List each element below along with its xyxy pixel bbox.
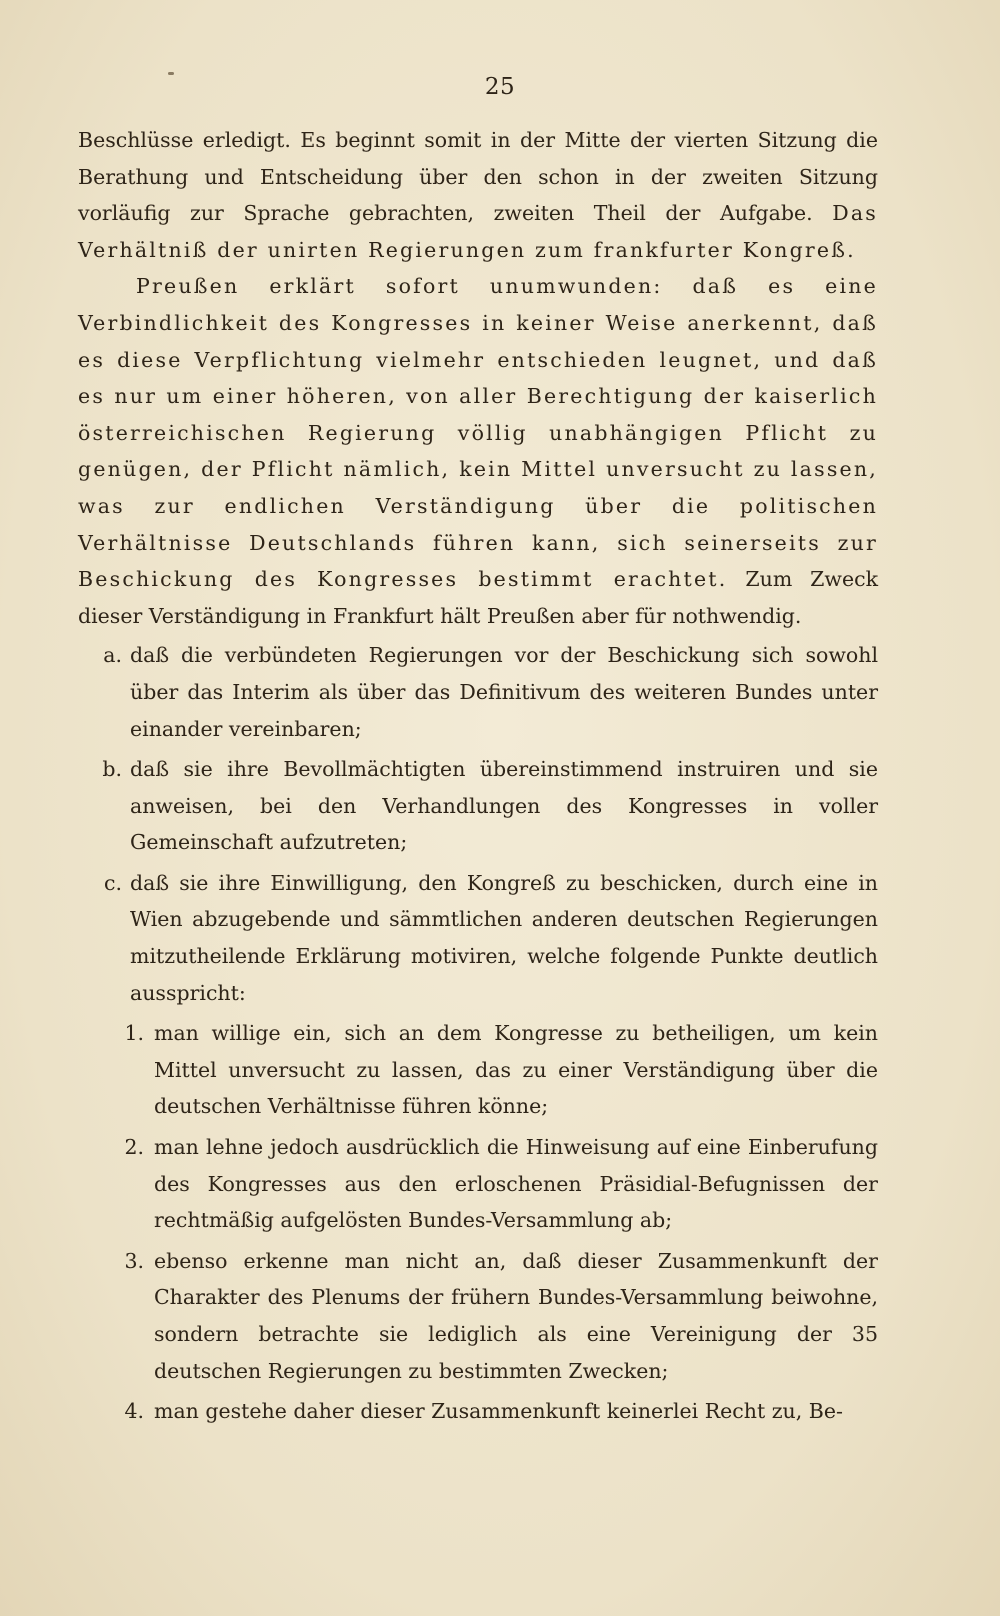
item-label: b. (102, 757, 122, 782)
item-number: 1. (124, 1021, 144, 1046)
page-number: 25 (484, 74, 516, 100)
numbered-item (112, 1393, 878, 1430)
item-text: ebenso erkenne man nicht an, daß dieser Zusammenkunft der Charakter des Plenums der frühern Bundes-Versammlung beiwohne, sondern betrachte sie lediglich als eine Vereinigung der 35 deutschen Regierungen zu bestimmten Zwecken; (154, 1248, 878, 1383)
numbered-item (112, 1015, 878, 1125)
item-number: 3. (124, 1248, 144, 1273)
item-text: man gestehe daher dieser Zusammenkunft keinerlei Recht zu, Be- (154, 1399, 843, 1424)
list-item (78, 751, 878, 861)
item-number: 4. (124, 1399, 144, 1424)
item-text: daß sie ihre Einwilligung, den Kongreß zu beschicken, durch eine in Wien abzugebende und sämmtlichen anderen deutschen Regierungen mitzutheilende Erklärung motiviren, welche folgende Punkte deutlich ausspricht: (130, 870, 878, 1005)
intro-text: Beschlüsse erledigt. Es beginnt somit in der Mitte der vierten Sitzung die Berathung und Entscheidung über den schon in der zweiten Sitzung vorläufig zur Sprache gebrachten, zweiten Theil der Aufgabe. (78, 128, 878, 226)
page-body (78, 122, 878, 1434)
list-item (78, 865, 878, 1011)
intro-paragraph (78, 122, 878, 268)
item-label: c. (104, 870, 122, 895)
prussia-paragraph (78, 268, 878, 634)
item-text: man lehne jedoch ausdrücklich die Hinweisung auf eine Einberufung des Kongresses aus den erloschenen Präsidial-Befugnissen der rechtmäßig aufgelösten Bundes-Versammlung ab; (154, 1135, 878, 1233)
item-label: a. (103, 643, 122, 668)
section-heading: Das Verhältniß der unirten Regierungen zum frankfurter Kongreß. (78, 201, 878, 262)
item-number: 2. (124, 1135, 144, 1160)
item-text: man willige ein, sich an dem Kongresse zu betheiligen, um kein Mittel unversucht zu lassen, das zu einer Verständigung über die deutschen Verhältnisse führen könne; (154, 1021, 878, 1119)
numbered-item (112, 1243, 878, 1389)
prussia-conclusion: Zum Zweck dieser Verständigung in Frankfurt hält Preußen aber für nothwendig. (78, 567, 878, 628)
item-text: daß die verbündeten Regierungen vor der Beschickung sich sowohl über das Interim als über das Definitivum des weiteren Bundes unter einander vereinbaren; (130, 643, 878, 741)
numbered-item (112, 1129, 878, 1239)
list-item (78, 637, 878, 747)
item-text: daß sie ihre Bevollmächtigten übereinstimmend instruiren und sie anweisen, bei den Verhandlungen des Kongresses in voller Gemeinschaft aufzutreten; (130, 757, 878, 855)
prussia-declaration: Preußen erklärt sofort unumwunden: daß es eine Verbindlichkeit des Kongresses in keiner Weise anerkennt, daß es diese Verpflichtung vielmehr entschieden leugnet, und daß es nur um einer höheren, von aller Berechtigung der kaiserlich österreichischen Regierung völlig unabhängigen Pflicht zu genügen, der Pflicht nämlich, kein Mittel unversucht zu lassen, was zur endlichen Verständigung über die politischen Verhältnisse Deutschlands führen kann, sich seinerseits zur Beschickung des Kongresses bestimmt erachtet. (78, 274, 878, 592)
